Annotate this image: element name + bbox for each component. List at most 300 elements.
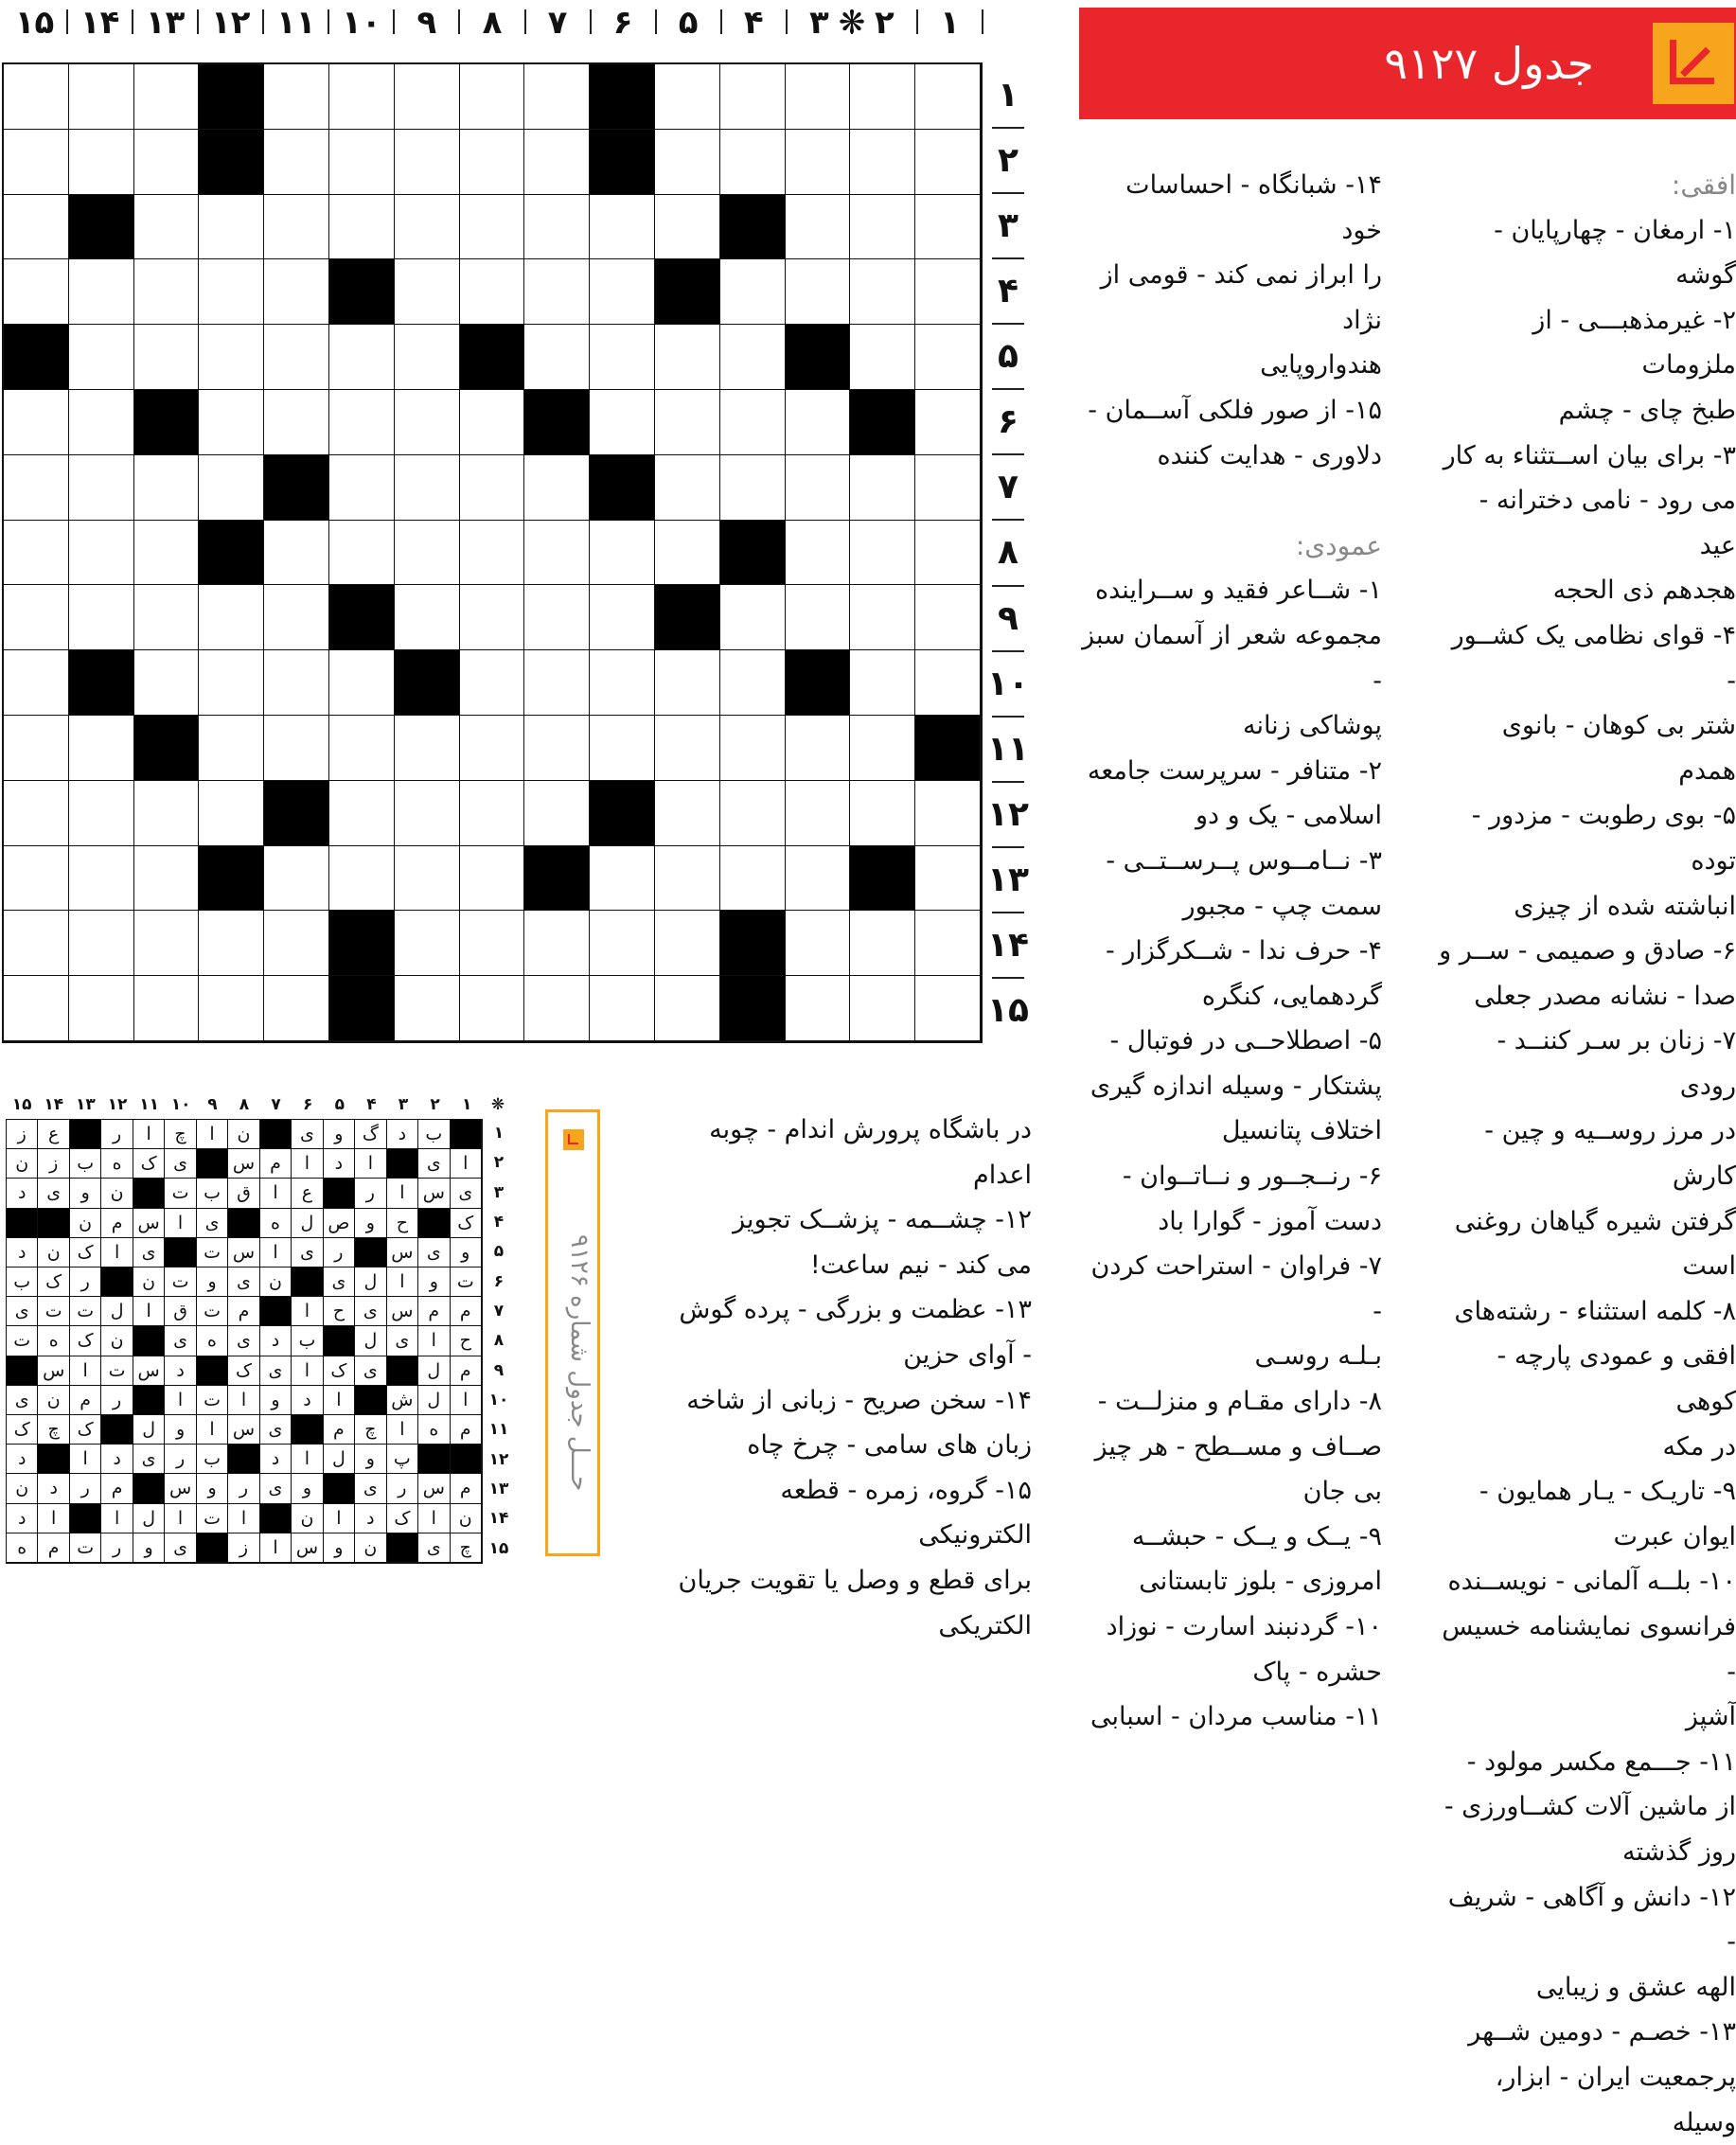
grid-cell[interactable] [786,64,851,130]
clue-line: برای قطع و وصل یا تقویت جریان [678,1565,1032,1595]
solution-black-cell [133,1326,165,1356]
grid-cell[interactable] [524,976,590,1041]
grid-cell[interactable] [264,716,329,781]
solution-column-number: ۱۵ [11,1095,32,1114]
grid-cell[interactable] [395,259,460,325]
clue-line: صــاف و مســطح - هر چیز [1094,1431,1382,1462]
grid-cell[interactable] [915,325,981,390]
clue-line: در باشگاه پرورش اندام - چوبه اعدام [709,1115,1032,1190]
grid-cell[interactable] [655,716,720,781]
grid-cell[interactable] [264,195,329,260]
grid-cell[interactable] [590,195,655,260]
grid-cell[interactable] [395,846,460,912]
grid-cell[interactable] [264,64,329,130]
grid-cell[interactable] [786,195,851,260]
grid-cell[interactable] [460,64,525,130]
grid-cell[interactable] [655,64,720,130]
solution-black-cell [70,1504,101,1533]
grid-cell[interactable] [4,130,69,195]
black-cell [329,976,395,1041]
grid-cell[interactable] [69,455,134,521]
grid-cell[interactable] [850,259,915,325]
grid-cell[interactable] [590,846,655,912]
grid-cell[interactable] [655,390,720,455]
solution-cell: س [38,1356,69,1386]
grid-cell[interactable] [264,846,329,912]
grid-cell[interactable] [134,325,200,390]
grid-cell[interactable] [720,325,786,390]
black-cell [590,455,655,521]
grid-cell[interactable] [915,846,981,912]
crossword-grid[interactable] [2,62,983,1043]
grid-cell[interactable] [395,976,460,1041]
grid-cell[interactable] [590,521,655,586]
solution-cell: د [387,1120,418,1149]
solution-row-number: ۶ [493,1271,505,1291]
clue-line: ۹- تاریـک - یـار همایون - [1479,1477,1736,1507]
solution-cell: ه [260,1209,292,1238]
grid-cell[interactable] [460,585,525,650]
grid-cell[interactable] [655,976,720,1041]
grid-cell[interactable] [395,325,460,390]
grid-cell[interactable] [655,846,720,912]
grid-cell[interactable] [199,390,264,455]
grid-cell[interactable] [720,64,786,130]
grid-cell[interactable] [786,716,851,781]
grid-cell[interactable] [915,455,981,521]
grid-cell[interactable] [134,521,200,586]
black-cell [850,846,915,912]
solution-cell: د [7,1445,38,1474]
grid-cell[interactable] [460,716,525,781]
grid-cell[interactable] [524,130,590,195]
grid-cell[interactable] [134,650,200,716]
grid-cell[interactable] [460,259,525,325]
solution-cell: ا [418,1326,450,1356]
grid-cell[interactable] [199,259,264,325]
grid-cell[interactable] [915,911,981,976]
grid-cell[interactable] [4,64,69,130]
grid-cell[interactable] [134,130,200,195]
solution-cell: ن [133,1268,165,1297]
grid-cell[interactable] [4,455,69,521]
grid-cell[interactable] [850,195,915,260]
grid-cell[interactable] [524,195,590,260]
clue-line: شتر بی کوهان - بانوی همدم [1501,711,1736,786]
solution-black-cell [387,1149,418,1179]
grid-cell[interactable] [460,781,525,846]
solution-cell: ا [451,1149,482,1179]
grid-cell[interactable] [524,259,590,325]
grid-cell[interactable] [524,64,590,130]
grid-cell[interactable] [915,259,981,325]
grid-cell[interactable] [329,650,395,716]
grid-cell[interactable] [524,455,590,521]
solution-cell: ی [228,1326,259,1356]
clue-line: از ماشین آلات کشــاورزی - [1444,1792,1736,1822]
grid-cell[interactable] [395,585,460,650]
grid-cell[interactable] [395,911,460,976]
solution-cell: س [387,1297,418,1326]
solution-black-cell [101,1415,133,1445]
solution-cell: ح [387,1209,418,1238]
clue-line: ۴- حرف ندا - شــکرگزار - [1106,936,1382,966]
grid-cell[interactable] [69,259,134,325]
grid-cell[interactable] [915,650,981,716]
grid-cell[interactable] [786,390,851,455]
grid-cell[interactable] [4,846,69,912]
grid-cell[interactable] [134,455,200,521]
grid-cell[interactable] [460,846,525,912]
grid-cell[interactable] [329,521,395,586]
column-number: ۹ [416,4,437,42]
column-number: ۱۵ [14,4,55,42]
grid-cell[interactable] [134,195,200,260]
clue-line: انباشته شده از چیزی [1514,891,1736,921]
grid-cell[interactable] [590,911,655,976]
grid-cell[interactable] [134,259,200,325]
grid-cell[interactable] [199,325,264,390]
solution-cell: ر [101,1386,133,1415]
grid-cell[interactable] [395,64,460,130]
grid-cell[interactable] [655,130,720,195]
grid-cell[interactable] [395,716,460,781]
clue-line: ۱۰- بلــه آلمانی - نویســنده [1447,1567,1736,1597]
grid-cell[interactable] [786,259,851,325]
grid-cell[interactable] [395,390,460,455]
grid-cell[interactable] [915,64,981,130]
grid-cell[interactable] [655,781,720,846]
solution-cell: ی [355,1356,386,1386]
solution-black-cell [7,1209,38,1238]
black-cell [264,455,329,521]
grid-cell[interactable] [460,390,525,455]
grid-cell[interactable] [915,390,981,455]
grid-cell[interactable] [4,911,69,976]
grid-cell[interactable] [524,650,590,716]
grid-cell[interactable] [69,846,134,912]
grid-cell[interactable] [69,585,134,650]
grid-cell[interactable] [850,64,915,130]
row-number: ۱۱ [987,729,1029,769]
grid-cell[interactable] [395,781,460,846]
solution-column-number: ۲ [430,1095,440,1114]
solution-cell: ت [70,1533,101,1563]
grid-cell[interactable] [524,521,590,586]
solution-black-cell [324,1326,355,1356]
grid-cell[interactable] [590,976,655,1041]
black-cell [329,585,395,650]
grid-cell[interactable] [915,521,981,586]
grid-cell[interactable] [850,521,915,586]
grid-cell[interactable] [720,716,786,781]
grid-cell[interactable] [655,911,720,976]
grid-cell[interactable] [264,259,329,325]
black-cell [329,259,395,325]
grid-cell[interactable] [69,325,134,390]
grid-cell[interactable] [264,976,329,1041]
grid-cell[interactable] [329,195,395,260]
grid-cell[interactable] [69,64,134,130]
grid-cell[interactable] [460,911,525,976]
grid-cell[interactable] [395,130,460,195]
grid-cell[interactable] [69,521,134,586]
solution-column-number: ❋ [490,1095,505,1114]
solution-cell: ی [260,1356,292,1386]
clue-line: فرانسوی نمایشنامه خسیس - [1442,1612,1736,1687]
clue-line: دست آموز - گوارا باد [1158,1206,1382,1236]
grid-cell[interactable] [655,650,720,716]
grid-cell[interactable] [264,585,329,650]
solution-cell: ن [70,1209,101,1238]
grid-cell[interactable] [4,650,69,716]
solution-row-number: ۱۳ [488,1480,509,1498]
grid-cell[interactable] [460,455,525,521]
solution-cell: ک [451,1209,482,1238]
grid-cell[interactable] [264,390,329,455]
grid-cell[interactable] [329,455,395,521]
solution-cell: د [355,1504,386,1533]
grid-cell[interactable] [460,650,525,716]
grid-cell[interactable] [786,846,851,912]
clue-line: اسلامی - یک و دو [1195,801,1382,831]
solution-row-number: ۱۱ [488,1420,509,1440]
solution-column-number: ۴ [366,1095,377,1114]
grid-cell[interactable] [134,585,200,650]
grid-cell[interactable] [720,390,786,455]
grid-cell[interactable] [915,976,981,1041]
solution-cell: ن [7,1149,38,1179]
grid-cell[interactable] [786,585,851,650]
grid-cell[interactable] [134,976,200,1041]
grid-cell[interactable] [329,716,395,781]
grid-cell[interactable] [4,716,69,781]
clue-line: ۱- شــاعر فقید و ســراینده [1094,576,1382,606]
grid-cell[interactable] [134,781,200,846]
grid-cell[interactable] [134,64,200,130]
grid-cell[interactable] [199,781,264,846]
clue-line: طبخ چای - چشم [1558,395,1736,425]
grid-cell[interactable] [590,585,655,650]
clue-line: هندواروپایی [1260,350,1382,381]
grid-cell[interactable] [264,130,329,195]
grid-cell[interactable] [720,455,786,521]
grid-cell[interactable] [460,195,525,260]
grid-cell[interactable] [850,976,915,1041]
solution-cell: ک [70,1415,101,1445]
grid-cell[interactable] [720,130,786,195]
solution-column-number: ۸ [239,1095,250,1114]
grid-cell[interactable] [786,130,851,195]
grid-cell[interactable] [850,455,915,521]
page-title: جدول ۹۱۲۷ [1384,38,1594,89]
solution-cell: ت [101,1356,133,1386]
grid-cell[interactable] [786,455,851,521]
grid-cell[interactable] [4,259,69,325]
grid-cell[interactable] [850,716,915,781]
solution-cell: ل [418,1386,450,1415]
grid-cell[interactable] [850,781,915,846]
row-number: ۴ [998,272,1019,311]
grid-cell[interactable] [199,911,264,976]
solution-cell: د [324,1149,355,1179]
grid-cell[interactable] [850,650,915,716]
grid-cell[interactable] [199,976,264,1041]
grid-cell[interactable] [590,716,655,781]
grid-cell[interactable] [850,585,915,650]
grid-cell[interactable] [69,976,134,1041]
grid-cell[interactable] [655,195,720,260]
grid-cell[interactable] [786,781,851,846]
grid-cell[interactable] [69,130,134,195]
grid-cell[interactable] [460,130,525,195]
solution-cell: ن [101,1326,133,1356]
grid-cell[interactable] [590,259,655,325]
grid-cell[interactable] [329,390,395,455]
black-cell [720,521,786,586]
solution-cell: ت [197,1504,228,1533]
solution-black-cell [133,1179,165,1208]
clue-line: ۴- قوای نظامی یک کشــور - [1451,620,1736,696]
row-number: ۷ [998,468,1019,507]
grid-cell[interactable] [590,650,655,716]
grid-cell[interactable] [395,521,460,586]
grid-cell[interactable] [69,781,134,846]
grid-cell[interactable] [264,911,329,976]
clue-line: - آوای حزین [903,1339,1032,1370]
grid-cell[interactable] [199,195,264,260]
solution-cell: ز [228,1533,259,1563]
grid-cell[interactable] [524,781,590,846]
grid-cell[interactable] [329,130,395,195]
grid-cell[interactable] [915,130,981,195]
grid-cell[interactable] [329,325,395,390]
grid-cell[interactable] [134,846,200,912]
column-number: ۱۳ [145,4,186,42]
grid-cell[interactable] [69,716,134,781]
solution-cell: م [451,1474,482,1503]
grid-cell[interactable] [915,195,981,260]
black-cell [395,650,460,716]
grid-cell[interactable] [4,781,69,846]
grid-cell[interactable] [720,259,786,325]
grid-cell[interactable] [915,585,981,650]
grid-cell[interactable] [655,325,720,390]
grid-cell[interactable] [850,325,915,390]
solution-black-cell [165,1238,196,1268]
grid-cell[interactable] [395,195,460,260]
grid-cell[interactable] [524,325,590,390]
clue-heading: عمودی: [1295,529,1382,561]
solution-cell: و [451,1238,482,1268]
black-cell [850,390,915,455]
solution-black-cell [228,1209,259,1238]
grid-cell[interactable] [4,585,69,650]
solution-cell: ا [70,1356,101,1386]
solution-cell: چ [355,1415,386,1445]
clue-heading: افقی: [1671,169,1736,201]
grid-cell[interactable] [134,911,200,976]
grid-cell[interactable] [720,846,786,912]
grid-cell[interactable] [590,390,655,455]
grid-cell[interactable] [460,976,525,1041]
grid-cell[interactable] [199,716,264,781]
grid-cell[interactable] [264,650,329,716]
grid-cell[interactable] [720,781,786,846]
solution-cell: ن [101,1179,133,1208]
solution-cell: م [451,1415,482,1445]
grid-cell[interactable] [655,521,720,586]
solution-row-number: ۱ [493,1124,505,1143]
grid-cell[interactable] [720,650,786,716]
solution-cell: ت [165,1179,196,1208]
grid-cell[interactable] [69,911,134,976]
black-cell [655,259,720,325]
grid-cell[interactable] [4,521,69,586]
grid-cell[interactable] [786,976,851,1041]
row-number: ۱ [998,76,1019,115]
solution-black-cell [451,1445,482,1474]
column-number: ۱۴ [80,4,120,42]
grid-cell[interactable] [264,325,329,390]
solution-cell: ل [324,1445,355,1474]
grid-cell[interactable] [199,585,264,650]
solution-cell: ا [165,1504,196,1533]
solution-cell: ت [197,1386,228,1415]
grid-cell[interactable] [524,585,590,650]
grid-cell[interactable] [590,325,655,390]
grid-cell[interactable] [524,716,590,781]
clue-line: ۱۵- از صور فلکی آســمان - [1088,395,1382,425]
grid-cell[interactable] [329,846,395,912]
solution-cell: ا [451,1386,482,1415]
row-number: ۶ [998,402,1019,442]
solution-cell: ک [70,1238,101,1268]
clue-line: ایوان عبرت [1613,1521,1736,1551]
solution-row-number: ۷ [493,1302,505,1321]
solution-column-number: ۱ [461,1095,472,1114]
grid-cell[interactable] [460,521,525,586]
solution-cell: ب [292,1326,323,1356]
grid-cell[interactable] [786,911,851,976]
grid-cell[interactable] [199,650,264,716]
solution-cell: ی [133,1238,165,1268]
grid-cell[interactable] [199,455,264,521]
grid-cell[interactable] [850,911,915,976]
solution-cell: ص [324,1209,355,1238]
grid-cell[interactable] [915,781,981,846]
grid-cell[interactable] [329,781,395,846]
grid-cell[interactable] [329,64,395,130]
grid-cell[interactable] [720,585,786,650]
clue-line: ۲- متنافر - سرپرست جامعه [1087,755,1382,786]
solution-column-number: ۶ [302,1095,313,1114]
grid-cell[interactable] [850,130,915,195]
solution-logo-icon [563,1129,584,1150]
grid-cell[interactable] [4,976,69,1041]
grid-cell[interactable] [4,390,69,455]
grid-cell[interactable] [69,390,134,455]
grid-cell[interactable] [786,521,851,586]
grid-cell[interactable] [4,195,69,260]
grid-cell[interactable] [524,911,590,976]
column-number: ۲ [875,4,895,42]
grid-cell[interactable] [655,455,720,521]
grid-cell[interactable] [395,455,460,521]
grid-cell[interactable] [264,521,329,586]
solution-cell: ر [324,1238,355,1268]
black-cell [786,650,851,716]
